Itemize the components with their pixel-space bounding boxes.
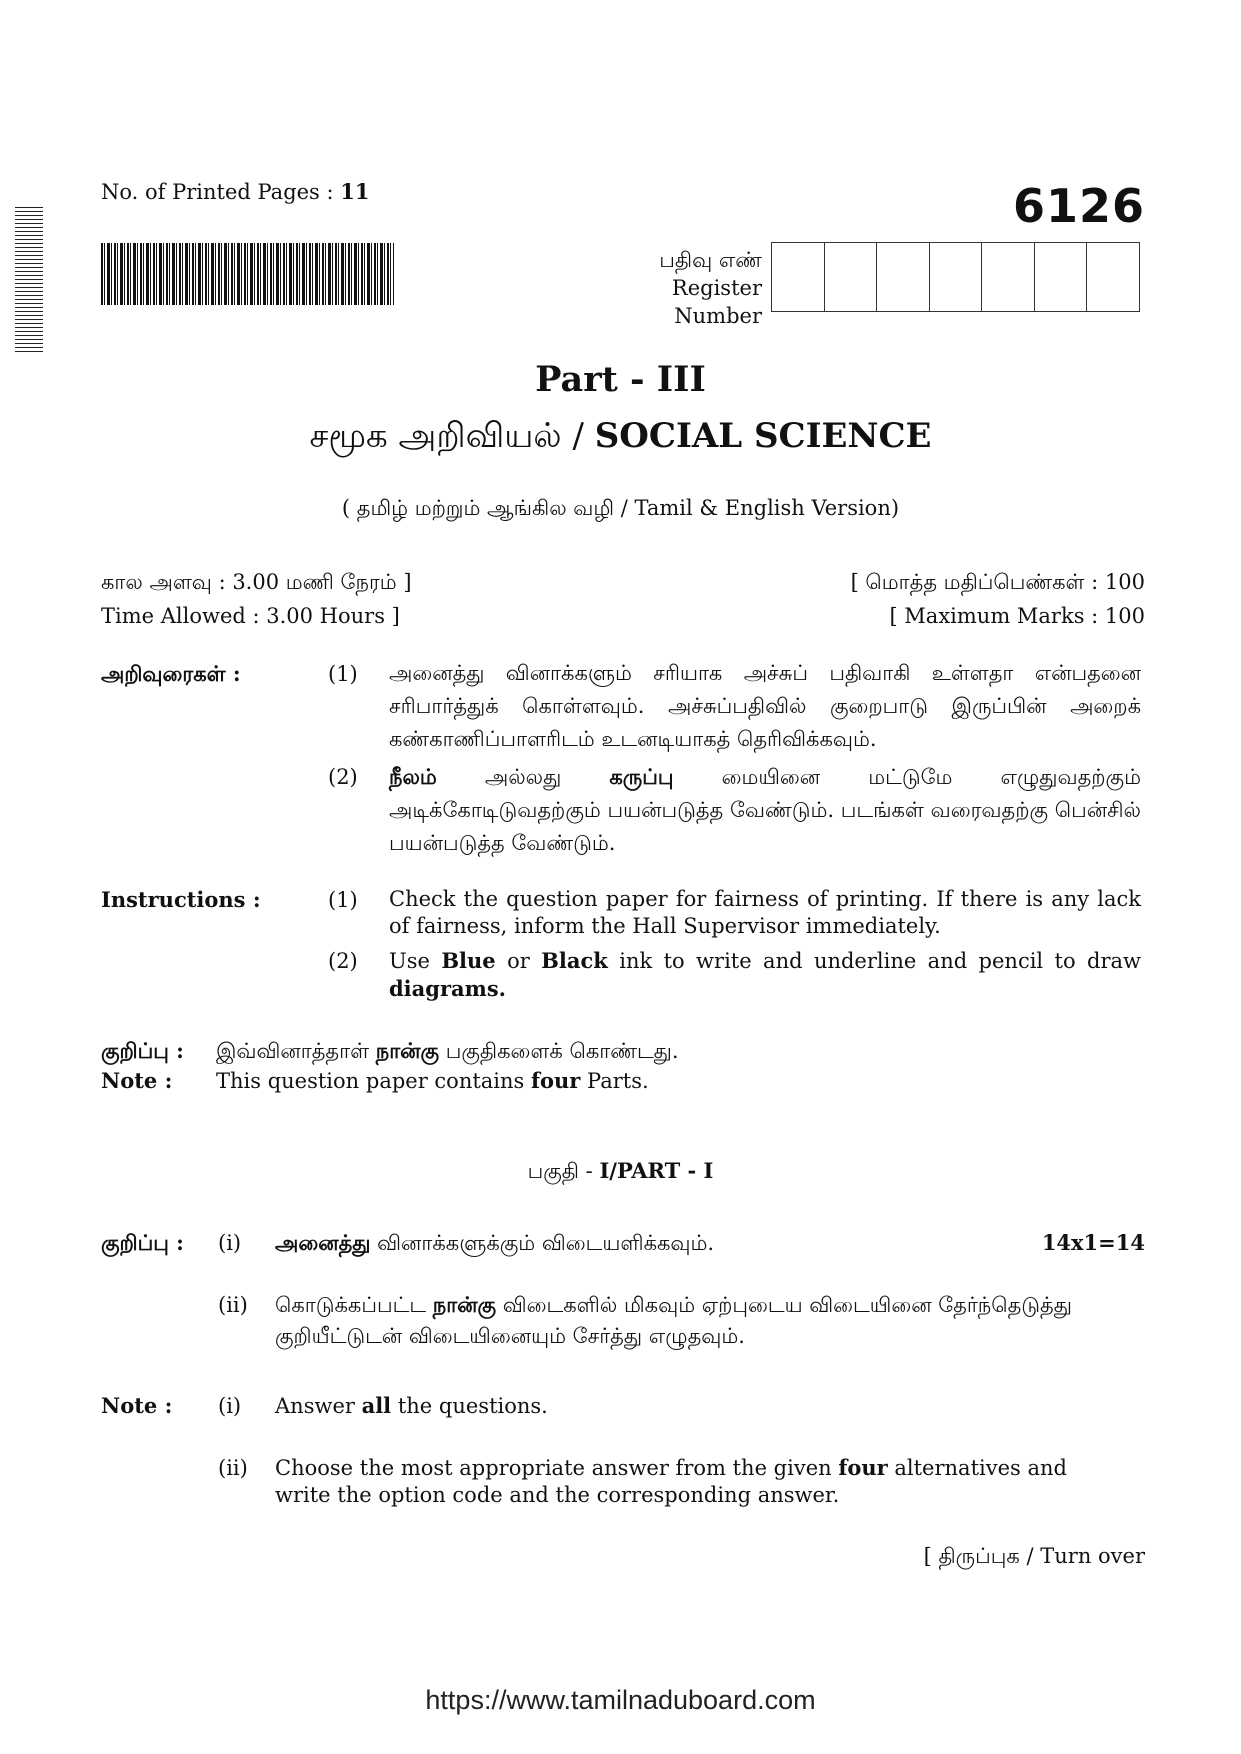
instruction-number: (2)	[328, 765, 358, 789]
instruction-number: (1)	[328, 662, 358, 686]
marks-formula: 14x1=14	[1041, 1230, 1145, 1255]
register-digit-box[interactable]	[877, 243, 930, 311]
subject-title-english: SOCIAL SCIENCE	[594, 416, 932, 456]
part-note-bold: நான்கு	[432, 1292, 497, 1317]
part-note-part: கொடுக்கப்பட்ட	[275, 1293, 433, 1317]
part-note-number: (i)	[218, 1394, 242, 1418]
maximum-marks-tamil: [ மொத்த மதிப்பெண்கள் : 100	[850, 570, 1145, 594]
printed-pages-label: No. of Printed Pages :	[101, 180, 341, 204]
instruction-text-part: அல்லது	[436, 765, 610, 789]
part-one-heading	[0, 1157, 1241, 1185]
register-digit-box[interactable]	[1035, 243, 1088, 311]
barcode	[101, 243, 394, 305]
part-note-text-tamil-2	[275, 1289, 1075, 1352]
part-heading-tamil: பகுதி -	[527, 1159, 600, 1183]
instruction-text-part: or	[495, 949, 542, 973]
note-label-english: Note :	[101, 1068, 173, 1093]
part-note-part: விடைகளில் மிகவும் ஏற்புடைய விடையினை தேர்ந்தெடுத்து குறியீட்டுடன் விடையினையும் சேர்த்து எழுதவும்.	[275, 1293, 1072, 1348]
time-allowed-english: Time Allowed : 3.00 Hours ]	[101, 604, 400, 628]
register-label-en-2: Number	[674, 304, 762, 328]
maximum-marks	[851, 565, 1145, 633]
note-text-part: Parts.	[580, 1069, 649, 1093]
register-number-label	[600, 246, 762, 330]
part-note-text-english-1	[275, 1392, 1075, 1420]
printed-pages	[101, 178, 370, 206]
part-heading-english: I/PART - I	[599, 1158, 714, 1183]
part-note-part: alternatives and write the option code and the corresponding answer.	[275, 1456, 1067, 1507]
part-note-part: Choose the most appropriate answer from the given	[275, 1456, 839, 1480]
register-digit-box[interactable]	[772, 243, 825, 311]
paper-code: 6126	[1012, 179, 1145, 233]
subject-title	[0, 414, 1241, 458]
part-note-label-english: Note :	[101, 1393, 173, 1418]
part-note-bold: all	[361, 1393, 392, 1418]
note-text-english	[216, 1067, 649, 1095]
instructions-english-label: Instructions :	[101, 887, 261, 912]
note-label-tamil: குறிப்பு :	[101, 1038, 184, 1063]
part-note-part: the questions.	[391, 1394, 548, 1418]
part-note-bold: அனைத்து	[275, 1230, 371, 1255]
instruction-text-part: ink to write and underline and pencil to draw	[607, 949, 1141, 973]
part-note-text-tamil-1	[275, 1227, 1075, 1259]
ink-blue-ta: நீலம்	[389, 764, 437, 789]
register-label-en-1: Register	[671, 276, 762, 300]
instruction-text-tamil-1: அனைத்து வினாக்களும் சரியாக அச்சுப் பதிவாகி உள்ளதா என்பதனை சரிபார்த்துக் கொள்ளவும். அச்சுப்பதிவில் குறைபாடு இருப்பின் அறைக் கண்காணிப்பாளரிடம் உடனடியாகத் தெரிவிக்கவும்.	[389, 661, 1141, 751]
instruction-text-part: மையினை மட்டுமே எழுதுவதற்கும் அடிக்கோடிடுவதற்கும் பயன்படுத்த வேண்டும். படங்கள் வரைவதற்கு பென்சில் பயன்படுத்த வேண்டும்.	[389, 765, 1141, 855]
register-digit-box[interactable]	[930, 243, 983, 311]
website-url[interactable]: https://www.tamilnaduboard.com	[425, 1685, 816, 1715]
time-allowed-tamil: கால அளவு : 3.00 மணி நேரம் ]	[101, 570, 412, 594]
note-text-part: பகுதிகளைக் கொண்டது.	[439, 1039, 679, 1063]
register-digit-box[interactable]	[982, 243, 1035, 311]
version-line: ( தமிழ் மற்றும் ஆங்கில வழி / Tamil & English Version)	[341, 496, 900, 520]
register-digit-box[interactable]	[1087, 243, 1140, 311]
register-number-boxes[interactable]	[771, 242, 1140, 312]
side-barcode	[15, 207, 43, 355]
note-text-bold: four	[531, 1068, 581, 1093]
part-note-label-tamil: குறிப்பு :	[101, 1230, 184, 1255]
instruction-text-english-2	[389, 947, 1141, 1003]
instruction-number: (1)	[328, 888, 358, 912]
ink-black-en: Black	[541, 948, 608, 973]
subject-title-tamil: சமூக அறிவியல் /	[309, 416, 595, 456]
maximum-marks-english: [ Maximum Marks : 100	[889, 604, 1145, 628]
printed-pages-value: 11	[340, 179, 370, 204]
register-digit-box[interactable]	[825, 243, 878, 311]
instruction-text-part: Use	[389, 949, 442, 973]
note-text-part: இவ்வினாத்தாள்	[216, 1039, 376, 1063]
ink-blue-en: Blue	[441, 948, 496, 973]
part-note-part: Answer	[275, 1394, 362, 1418]
time-allowed	[101, 565, 412, 633]
turn-over-label: [ திருப்புக / Turn over	[923, 1544, 1145, 1568]
part-note-text-english-2	[275, 1454, 1075, 1509]
instruction-number: (2)	[328, 949, 358, 973]
part-title: Part - III	[535, 359, 706, 400]
note-text-tamil	[216, 1037, 679, 1065]
part-note-bold: four	[838, 1455, 888, 1480]
instructions-tamil-label: அறிவுரைகள் :	[101, 661, 241, 686]
part-note-part: வினாக்களுக்கும் விடையளிக்கவும்.	[370, 1231, 715, 1255]
part-note-number: (ii)	[218, 1456, 248, 1480]
part-note-number: (ii)	[218, 1293, 248, 1317]
note-text-bold: நான்கு	[375, 1038, 440, 1063]
note-text-part: This question paper contains	[216, 1069, 531, 1093]
register-label-tamil: பதிவு எண்	[659, 248, 762, 272]
instruction-text-part: diagrams.	[389, 976, 506, 1001]
part-note-number: (i)	[218, 1231, 242, 1255]
instruction-text-english-1: Check the question paper for fairness of printing. If there is any lack of fairness, inform the Hall Supervisor immediately.	[389, 887, 1141, 938]
instruction-text-tamil-2	[389, 760, 1141, 860]
ink-black-ta: கருப்பு	[609, 764, 674, 789]
